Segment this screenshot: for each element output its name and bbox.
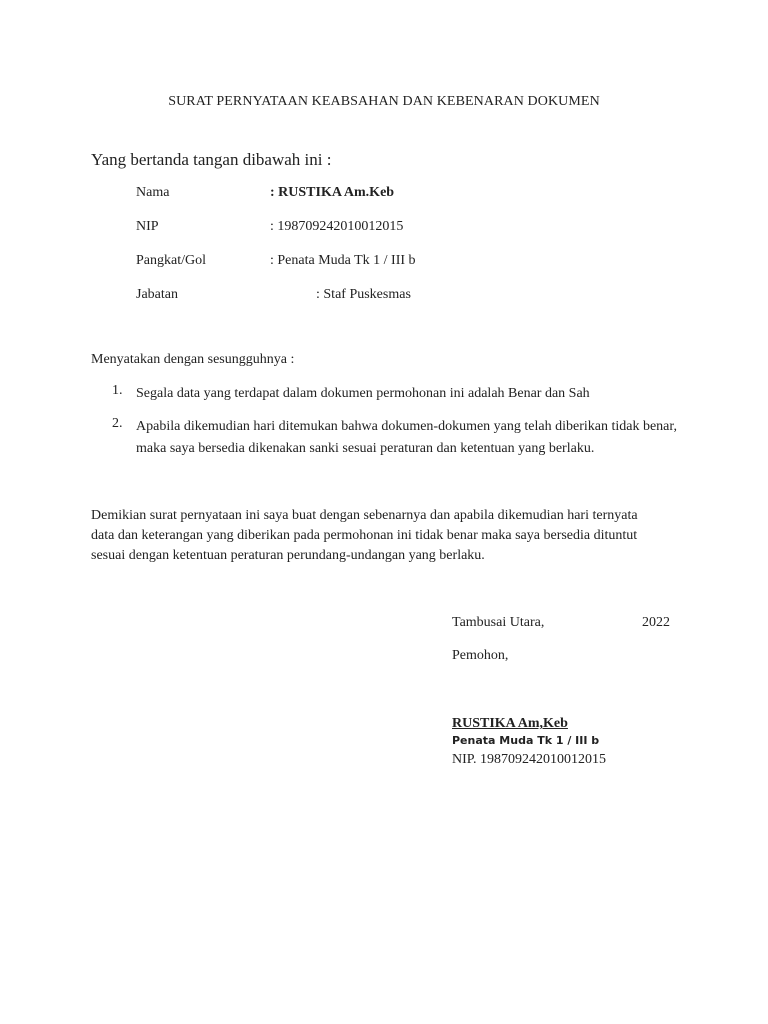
signature-name: RUSTIKA Am,Keb <box>452 716 568 731</box>
field-value-jabatan: : Staf Puskesmas <box>316 287 411 302</box>
closing-paragraph: Demikian surat pernyataan ini saya buat dengan sebenarnya dan apabila dikemudian hari ternyata data dan keterangan yang diberikan pada permohonan ini tidak benar maka saya bersedia dituntut sesuai dengan ketentuan peraturan perundang-undangan yang berlaku. <box>91 508 638 563</box>
signature-role: Pemohon, <box>452 648 509 663</box>
field-value-nip: : 198709242010012015 <box>270 219 404 234</box>
signature-place: Tambusai Utara, <box>452 615 545 630</box>
field-value-pangkat: : Penata Muda Tk 1 / III b <box>270 253 416 268</box>
signature-nip: NIP. 198709242010012015 <box>452 752 607 767</box>
signature-rank: Penata Muda Tk 1 / III b <box>452 734 600 747</box>
list-item-text: Segala data yang terdapat dalam dokumen permohonan ini adalah Benar dan Sah <box>136 386 590 401</box>
field-value-nama: : RUSTIKA Am.Keb <box>270 185 395 200</box>
document-title: SURAT PERNYATAAN KEABSAHAN DAN KEBENARAN DOKUMEN <box>168 94 600 109</box>
signature-year: 2022 <box>642 615 670 630</box>
declaration-intro: Menyatakan dengan sesungguhnya : <box>91 352 295 367</box>
field-label-jabatan: Jabatan <box>136 287 178 302</box>
list-item-number: 2. <box>112 416 123 431</box>
intro-text: Yang bertanda tangan dibawah ini : <box>91 150 332 169</box>
field-label-nama: Nama <box>136 185 170 200</box>
field-label-nip: NIP <box>136 219 159 234</box>
field-label-pangkat: Pangkat/Gol <box>136 253 206 268</box>
list-item-text: Apabila dikemudian hari ditemukan bahwa dokumen-dokumen yang telah diberikan tidak benar, maka saya bersedia dikenakan sanki sesuai peraturan dan ketentuan yang berlaku. <box>136 419 677 456</box>
list-item-number: 1. <box>112 383 123 398</box>
